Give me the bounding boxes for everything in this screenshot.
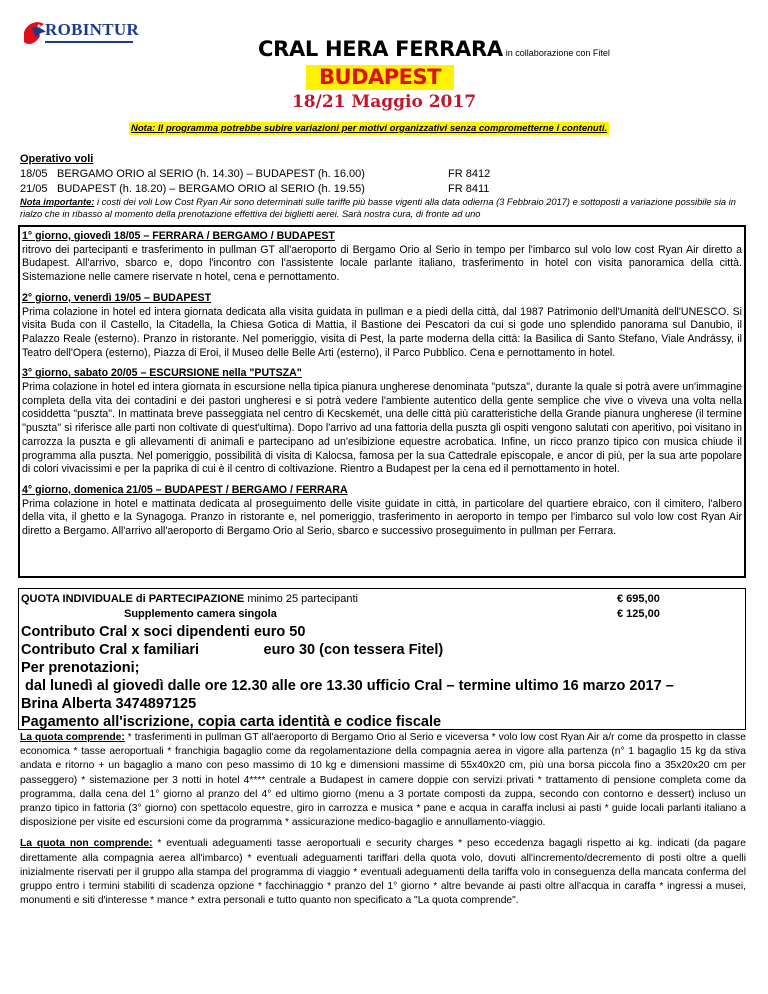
day-heading: 4° giorno, domenica 21/05 – BUDAPEST / BERGAMO / FERRARA [22,483,348,496]
day-heading: 2° giorno, venerdì 19/05 – BUDAPEST [22,291,212,304]
day-text: ritrovo dei partecipanti e trasferimento in pullman GT all'aeroporto di Bergamo Orio al Serio in tempo per l'imbarco sul volo low cost Ryan Air diretto a Budapest. All'arrivo, sbarco e, dopo l'incontro con l'assistente locale parlante italiano, trasferimento in hotel con visita panoramica della città. Sistemazione nelle camere riservate n hotel, cena e pernottamento. [22,243,742,284]
booking-heading: Per prenotazioni; [21,660,140,676]
destination-title: BUDAPEST [319,65,441,89]
includes-text: * trasferimenti in pullman GT all'aeroporto di Bergamo Orio al Serio e viceversa * volo low cost Ryan Air a/r come da prospetto in classe economica * tasse aeroportuali * franchigia bagaglio come da regolamentazione della compagnia aerea in vigore alla partenza (n° 1 bagaglio 15 kg da stiva andata e ritorno + un bagaglio a mano con peso massimo di 10 kg e dimensioni massime di 55x40x20 cm, più una borsa piccola fino a 35x20x20 cm per passeggero) * sistemazione per 3 notti in hotel 4**** centrale a Budapest in camere doppie con servizi privati * trattamento di pensione completa come da programma, dalla cena del 1° giorno al pranzo del 4° ed ultimo giorno (menu a 3 portate composti da zuppa, secondo con contorno e dessert) incluso un pranzo tipico in fattoria (3° giorno) con spettacolo equestre, giro in carrozza e musica * pane e acqua in caraffa inclusi ai pasti * guide locali parlanti italiano a disposizione per visite ed escursioni come da programma * assicurazione medico-bagaglio e annullamento-viaggio. [20,732,746,829]
cral-title: CRAL HERA FERRARA [258,37,503,61]
includes-label: La quota comprende: [20,732,125,743]
flight-code: FR 8412 [448,168,491,180]
flights-note [20,196,750,220]
itinerary-day [22,230,742,285]
quota-row [21,593,743,608]
single-supplement-label: Supplemento camera singola [124,608,277,620]
quota-price: € 695,00 [617,593,660,605]
flight-code: FR 8411 [448,183,490,195]
contribution-employees: Contributo Cral x soci dipendenti euro 50 [21,624,306,640]
excludes-text: * eventuali adeguamenti tasse aeroportuali e security charges * peso eccedenza bagagli rispetto ai kg. indicati (da pagare direttamente alla compagnia aerea all'imbarco) * eventuali adeguamenti tariffari della quota volo, dovuti all'incremento/decremento di posti oltre a quelli inizialmente riservati per il gruppo alla stampa del programma di viaggio * eventuali adeguamenti della tariffa volo in conseguenza della mancata conferma del gruppo entro i termini stabiliti di scadenza opzione * facchinaggio * pranzo del 1° giorno * altre bevande ai pasti oltre all'acqua in caraffa * ingressi a musei, monumenti e siti d'interesse * mance * extra personali e tutto quanto non specificato a "La quota comprende". [20,838,746,907]
booking-hours: dal lunedì al giovedì dalle ore 12.30 alle ore 13.30 ufficio Cral – termine ultimo 16 marzo 2017 – [21,678,674,694]
quota-label: QUOTA INDIVIDUALE di PARTECIPAZIONE [21,593,245,605]
day-text: Prima colazione in hotel e mattinata dedicata al proseguimento delle visite guidate in città, in particolare del quartiere ebraico, con il cimitero, l'albero della vita, il ghetto e la Synagoga. Pranzo in ristorante e, nel pomeriggio, trasferimento in aeroporto in tempo per l'imbarco sul volo low cost Ryan Air diretto a Bergamo. All'arrivo all'aeroporto di Bergamo Orio al Serio, sbarco e successivo proseguimento in pullman per Ferrara. [22,497,742,538]
excludes-paragraph [20,837,746,908]
single-supplement-price: € 125,00 [617,608,660,620]
flight-date: 21/05 [20,183,48,195]
quota-min: minimo 25 partecipanti [244,593,358,605]
flight-date: 18/05 [20,168,48,180]
pricing-box [18,588,746,730]
excludes-label: La quota non comprende: [20,838,153,850]
flight-route: BUDAPEST (h. 18.20) – BERGAMO ORIO al SERIO (h. 19.55) [57,183,365,195]
terms-section [20,731,746,915]
flights-section [20,152,491,197]
day-text: Prima colazione in hotel ed intera giornata dedicata alla visita guidata in pullman e a piedi della città, dal 1987 Patrimonio dell'Umanità dell'UNESCO. Si visita Buda con il Castello, la Citadella, la Chiesa Gotica di Mattia, il Bastione dei Pescatori da cui si gode uno splendido panorama sul Danubio, il Palazzo Reale (esterno). Pranzo in ristorante. Nel pomeriggio, visita di Pest, la parte moderna della città: la Basilica di Santo Stefano, Viale Andrássy, il Teatro dell'Opera (esterno), Piazza di Eroi, il Museo delle Belle Arti (esterno), il Parco Pubblico. Cena e pernottamento in hotel. [22,305,742,359]
day-heading: 1° giorno, giovedì 18/05 – FERRARA / BERGAMO / BUDAPEST [22,230,335,242]
flights-heading: Operativo voli [20,153,94,165]
day-heading: 3° giorno, sabato 20/05 – ESCURSIONE nella "PUTSZA" [22,367,302,380]
flights-note-text: i costi dei voli Low Cost Ryan Air sono determinati sulle tariffe più basse vigenti alla data odierna (3 Febbraio 2017) e sottoposti a variazione possibile sia in rialzo che in ribasso al momento della prenotazione effettiva dei biglietti aerei. Sarà nostra cura, di fronte ad uno [20,197,736,219]
itinerary-day [22,484,742,539]
booking-contact: Brina Alberta 3474897125 [21,696,197,712]
flight-row [20,167,491,182]
logo-underline [45,41,133,43]
program-note: Nota: Il programma potrebbe subire variazioni per motivi organizzativi senza comprometterne i contenuti. [131,123,608,134]
destination-banner [306,65,454,90]
payment-info: Pagamento all'iscrizione, copia carta identità e codice fiscale [21,714,442,730]
itinerary-day [22,367,742,477]
contribution-family: Contributo Cral x familiari euro 30 (con tessera Fitel) [21,642,444,658]
includes-paragraph [20,731,746,830]
single-supplement-row [21,608,743,623]
page-title [258,37,610,61]
logo-text: ROBINTUR [45,20,140,39]
cral-subtitle: in collaborazione con Fitel [505,48,610,58]
flight-row [20,182,490,197]
trip-dates: 18/21 Maggio 2017 [291,92,477,112]
itinerary-day [22,292,742,361]
flights-note-label: Nota importante: [20,197,95,207]
day-text: Prima colazione in hotel ed intera giornata in escursione nella tipica pianura ungherese denominata "putsza", durante la quale si potrà avere un'immagine completa della vita dei contadini e dei pastori ungheresi e si potrà vedere l'ambiente autentico della gente semplice che vive o viveva una volta nella cosiddetta "puszta". In mattinata breve passeggiata nel centro di Kecskemét, una delle città più caratteristiche della Grande pianura ungherese (il termine ''puszta'' si riferisce alle parti non coltivate di quest'ultima). Dopo l'arrivo ad una fattoria della puszta gli ospiti vengono salutati con aperitivo, poi visitano in carrozza la puszta e gli allevamenti di animali e partecipano ad un'esibizione equestre acrobatica. Infine, un ricco pranzo tipico con musica chiude il programma alla puszta. Nel pomeriggio, possibilità di visita di Kalocsa, famosa per la sua Cattedrale episcopale, e ancor di più, per la sua arte popolare di colori vivacissimi e per la paprika di cui è il centro di coltivazione. Rientro a Budapest per la cena ed il pernottamento in hotel. [22,381,742,476]
flight-route: BERGAMO ORIO al SERIO (h. 14.30) – BUDAPEST (h. 16.00) [57,168,365,180]
itinerary-box [18,225,746,578]
